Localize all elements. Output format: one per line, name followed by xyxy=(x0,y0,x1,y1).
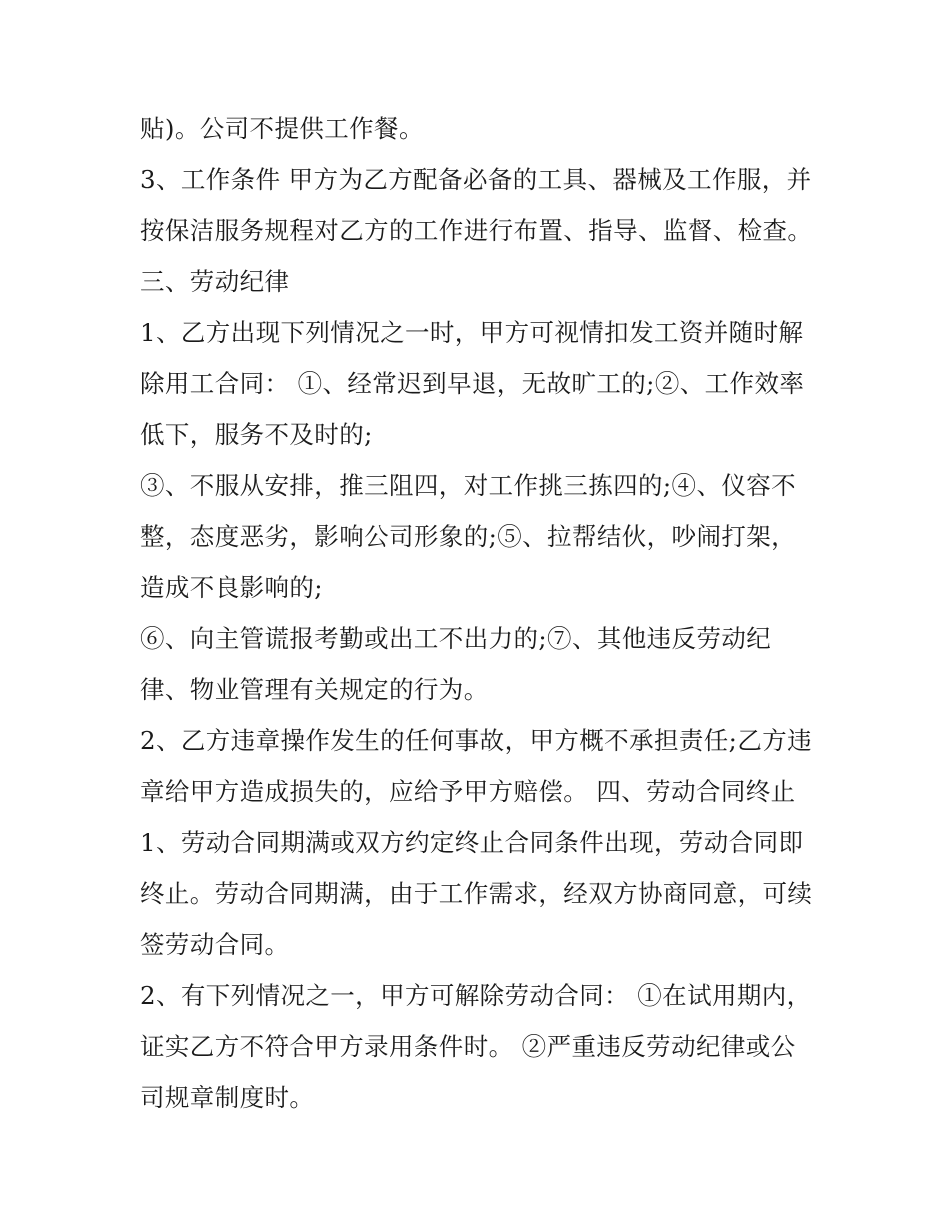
section-heading: 三、劳动纪律 xyxy=(140,267,290,296)
text-line: 贴)。公司不提供工作餐。 xyxy=(140,114,424,143)
text-line: 终止。劳动合同期满，由于工作需求，经双方协商同意，可续 xyxy=(140,879,813,908)
text-line: 司规章制度时。 xyxy=(140,1083,315,1112)
text-line: 章给甲方造成损失的，应给予甲方赔偿。 四、劳动合同终止 xyxy=(140,777,796,806)
text-line: 按保洁服务规程对乙方的工作进行布置、指导、监督、检查。 xyxy=(140,216,813,245)
text-line: 证实乙方不符合甲方录用条件时。 ②严重违反劳动纪律或公 xyxy=(140,1032,796,1061)
text-line: 签劳动合同。 xyxy=(140,930,290,959)
text-line: ③、不服从安排，推三阻四，对工作挑三拣四的;④、仪容不 xyxy=(140,471,797,500)
text-line: 2、乙方违章操作发生的任何事故，甲方概不承担责任;乙方违 xyxy=(140,726,813,755)
text-line: 3、工作条件 甲方为乙方配备必备的工具、器械及工作服，并 xyxy=(140,165,812,194)
text-line: 除用工合同： ①、经常迟到早退，无故旷工的;②、工作效率 xyxy=(140,369,805,398)
text-line: 2、有下列情况之一，甲方可解除劳动合同： ①在试用期内， xyxy=(140,981,812,1010)
text-line: 整，态度恶劣，影响公司形象的;⑤、拉帮结伙，吵闹打架， xyxy=(140,522,797,551)
text-line: ⑥、向主管谎报考勤或出工不出力的;⑦、其他违反劳动纪 xyxy=(140,624,772,653)
text-line: 律、物业管理有关规定的行为。 xyxy=(140,675,489,704)
text-line: 1、乙方出现下列情况之一时，甲方可视情扣发工资并随时解 xyxy=(140,318,804,347)
text-line: 造成不良影响的; xyxy=(140,573,323,602)
text-line: 1、劳动合同期满或双方约定终止合同条件出现，劳动合同即 xyxy=(140,828,804,857)
text-line: 低下，服务不及时的; xyxy=(140,420,373,449)
